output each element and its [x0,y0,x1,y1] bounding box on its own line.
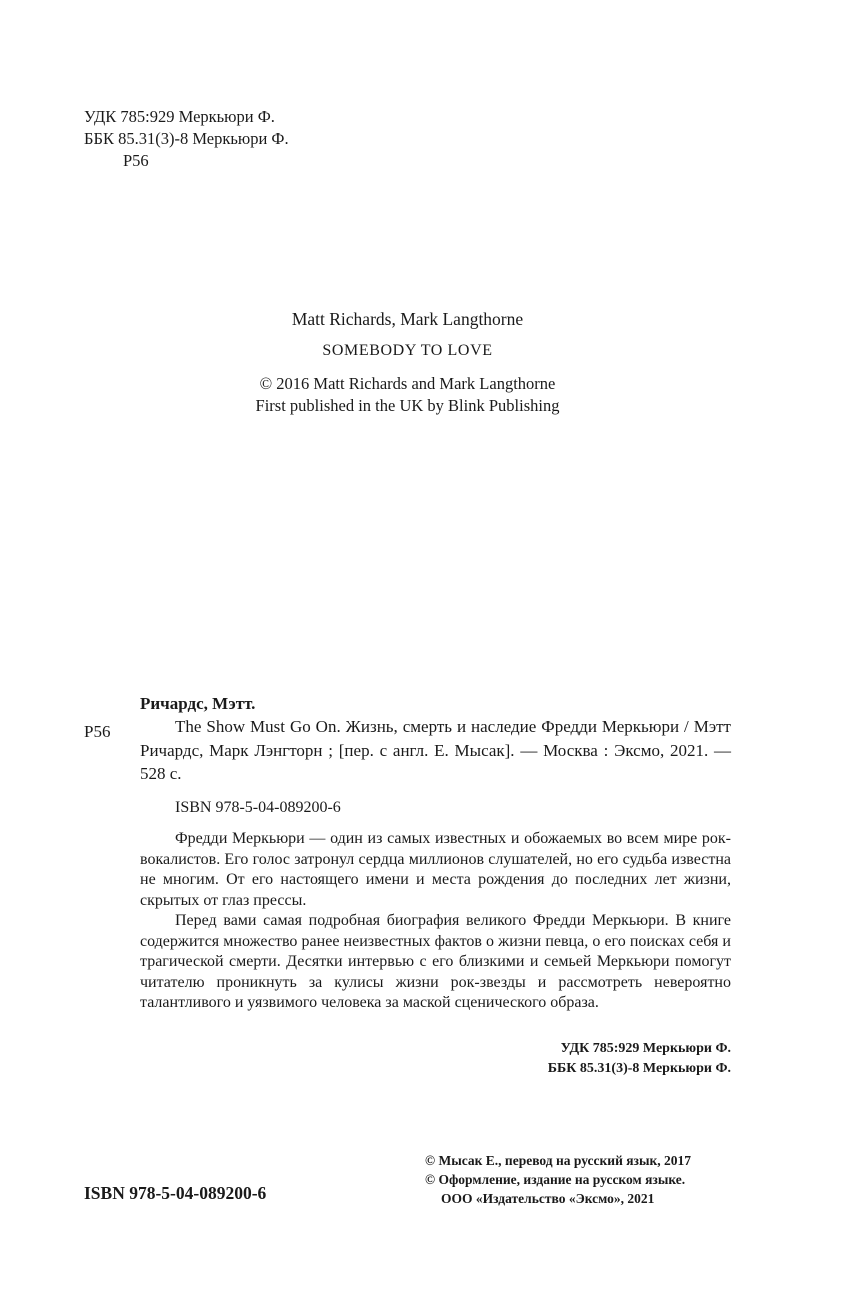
catalog-author: Ричардс, Мэтт. [140,694,256,713]
header-shelf-code: Р56 [123,151,149,170]
publisher-rights: ООО «Издательство «Эксмо», 2021 [441,1191,655,1206]
original-copyright-block [0,373,815,417]
footer-udk-code: УДК 785:929 Меркьюри Ф. [560,1041,731,1056]
footer-classification-codes [440,1039,731,1079]
original-title: SOMEBODY TO LOVE [322,342,493,359]
abstract-paragraph-2: Перед вами самая подробная биография великого Фредди Меркьюри. В книге содержится множество ранее неизвестных фактов о жизни певца, о его поисках себя и трагической смерти. Десятки интервью с его близкими и семьей Меркьюри помогут читателю проникнуть за кулисы жизни рок-звезды и рассмотреть невероятно талантливого и уязвимого человека за маской сценического образа. [140,912,731,1011]
original-authors: Matt Richards, Mark Langthorne [291,309,524,329]
footer-bbk-code: ББК 85.31(3)-8 Меркьюри Ф. [547,1061,731,1076]
original-publisher: First published in the UK by Blink Publishing [255,396,560,415]
rights-block [425,1151,691,1208]
translation-rights: © Мысак Е., перевод на русский язык, 2017 [425,1153,692,1168]
footer-isbn: ISBN 978-5-04-089200-6 [84,1183,267,1203]
design-rights: © Оформление, издание на русском языке. [425,1172,686,1187]
header-classification-codes [84,106,289,172]
catalog-shelf-code: Р56 [84,722,111,741]
abstract-paragraph-1: Фредди Меркьюри — один из самых известных и обожаемых во всем мире рок-вокалистов. Его голос затронул сердца миллионов слушателей, но его судьба известна не многим. От его настоящего имени и места рождения до последних лет жизни, скрытых от глаз прессы. [140,830,731,909]
header-bbk-code: ББК 85.31(3)-8 Меркьюри Ф. [84,129,289,148]
catalog-description: The Show Must Go On. Жизнь, смерть и наследие Фредди Меркьюри / Мэтт Ричардс, Марк Лэнгторн ; [пер. с англ. Е. Мысак]. — Москва : Эксмо, 2021. — 528 с. [140,717,731,783]
book-abstract [140,829,731,1014]
header-udk-code: УДК 785:929 Меркьюри Ф. [84,107,275,126]
original-copyright: © 2016 Matt Richards and Mark Langthorne [259,374,556,393]
catalog-isbn: ISBN 978-5-04-089200-6 [175,799,341,816]
